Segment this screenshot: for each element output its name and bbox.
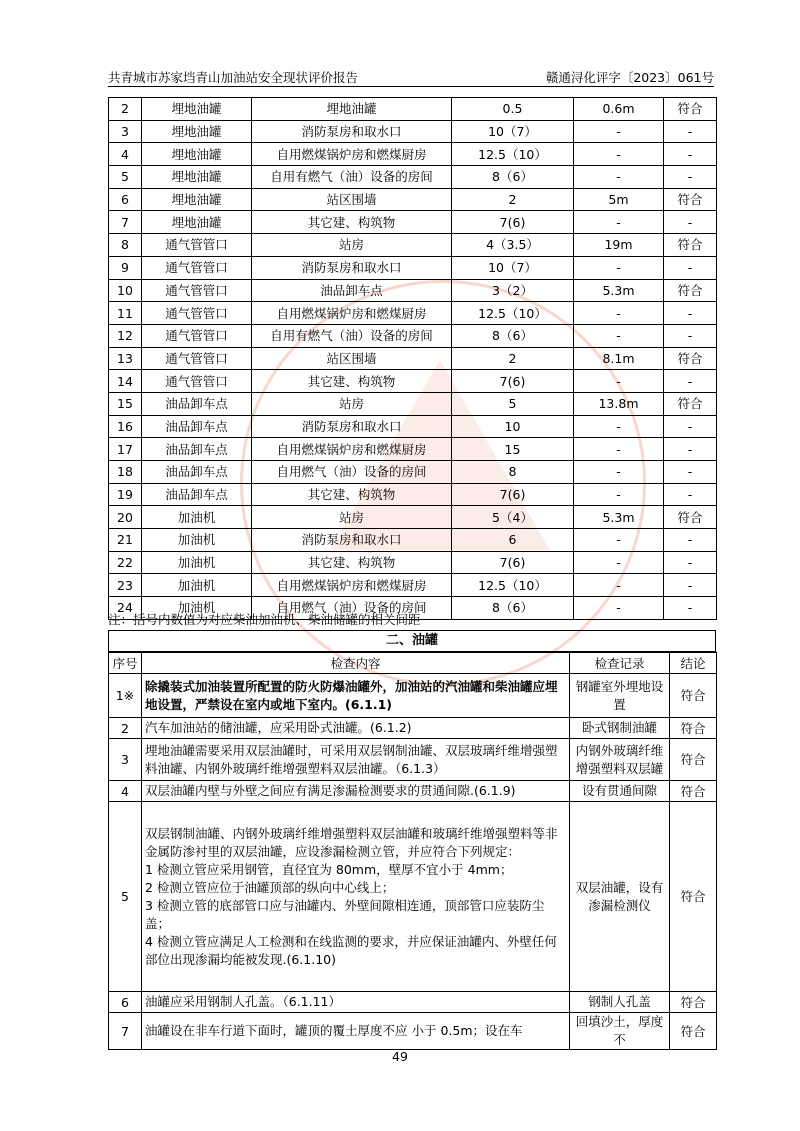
check-content: 双层油罐内壁与外壁之间应有满足渗漏检测要求的贯通间隙.(6.1.9)	[142, 781, 570, 802]
required-distance: 2	[452, 188, 574, 211]
conclusion: -	[664, 483, 717, 506]
required-distance: 12.5（10）	[452, 302, 574, 325]
facility: 通气管管口	[142, 324, 252, 347]
facility: 通气管管口	[142, 347, 252, 370]
target: 其它建、构筑物	[252, 483, 452, 506]
conclusion: -	[664, 597, 717, 620]
facility: 油品卸车点	[142, 438, 252, 461]
row-number: 23	[109, 574, 142, 597]
check-record: 双层油罐，设有渗漏检测仪	[570, 802, 670, 992]
table-row	[109, 279, 717, 302]
target: 自用燃煤锅炉房和燃煤厨房	[252, 574, 452, 597]
actual-distance: 5.3m	[574, 279, 664, 302]
actual-distance: 5.3m	[574, 506, 664, 529]
required-distance: 5	[452, 392, 574, 415]
required-distance: 10（7）	[452, 120, 574, 143]
target: 自用燃煤锅炉房和燃煤厨房	[252, 302, 452, 325]
row-number: 11	[109, 302, 142, 325]
required-distance: 12.5（10）	[452, 143, 574, 166]
row-number: 4	[109, 143, 142, 166]
header-result: 结论	[670, 653, 717, 674]
table-row	[109, 98, 717, 121]
check-content	[142, 802, 570, 992]
required-distance: 6	[452, 529, 574, 552]
row-number: 16	[109, 415, 142, 438]
target: 站房	[252, 234, 452, 257]
target: 站区围墙	[252, 188, 452, 211]
facility: 加油机	[142, 506, 252, 529]
actual-distance: 8.1m	[574, 347, 664, 370]
conclusion: -	[664, 529, 717, 552]
row-number: 12	[109, 324, 142, 347]
table-row	[109, 166, 717, 189]
check-content: 埋地油罐需要采用双层油罐时，可采用双层钢制油罐、双层玻璃纤维增强塑料油罐、内钢外玻璃纤维增强塑料双层油罐。（6.1.3）	[142, 739, 570, 781]
item-number: 2	[109, 718, 142, 739]
item-number: 5	[109, 802, 142, 992]
required-distance: 15	[452, 438, 574, 461]
facility: 埋地油罐	[142, 143, 252, 166]
actual-distance: -	[574, 415, 664, 438]
table-row	[109, 120, 717, 143]
table-row	[109, 302, 717, 325]
facility: 加油机	[142, 597, 252, 620]
row-number: 9	[109, 256, 142, 279]
target: 站房	[252, 392, 452, 415]
header-record: 检查记录	[570, 653, 670, 674]
target: 自用有燃气（油）设备的房间	[252, 166, 452, 189]
conclusion: -	[664, 120, 717, 143]
target: 自用燃煤锅炉房和燃煤厨房	[252, 438, 452, 461]
conclusion: 符合	[664, 347, 717, 370]
facility: 埋地油罐	[142, 166, 252, 189]
required-distance: 7(6)	[452, 483, 574, 506]
facility: 油品卸车点	[142, 461, 252, 484]
conclusion: 符合	[664, 188, 717, 211]
item-number: 4	[109, 781, 142, 802]
actual-distance: 19m	[574, 234, 664, 257]
row-number: 24	[109, 597, 142, 620]
table-row	[109, 802, 717, 992]
required-distance: 3（2）	[452, 279, 574, 302]
table-row	[109, 781, 717, 802]
table-row	[109, 211, 717, 234]
actual-distance: -	[574, 461, 664, 484]
target: 其它建、构筑物	[252, 551, 452, 574]
target: 站房	[252, 506, 452, 529]
target: 消防泵房和取水口	[252, 256, 452, 279]
actual-distance: -	[574, 143, 664, 166]
row-number: 21	[109, 529, 142, 552]
check-content-line: 4 检测立管应满足人工检测和在线监测的要求，并应保证油罐内、外壁任何部位出现渗漏均能被发现.(6.1.10)	[145, 933, 557, 967]
check-content-line: 3 检测立管的底部管口应与油罐内、外壁间隙相连通，顶部管口应装防尘盖；	[145, 897, 545, 931]
section-title: 二、油罐	[108, 630, 716, 652]
page-header	[108, 66, 714, 87]
actual-distance: -	[574, 574, 664, 597]
facility: 埋地油罐	[142, 211, 252, 234]
actual-distance: 5m	[574, 188, 664, 211]
row-number: 15	[109, 392, 142, 415]
check-content: 汽车加油站的储油罐，应采用卧式油罐。(6.1.2)	[142, 718, 570, 739]
check-table	[108, 652, 717, 1050]
check-record: 回填沙土，厚度不	[570, 1013, 670, 1050]
check-record: 钢制人孔盖	[570, 992, 670, 1013]
target: 其它建、构筑物	[252, 211, 452, 234]
facility: 埋地油罐	[142, 98, 252, 121]
actual-distance: -	[574, 370, 664, 393]
actual-distance: 0.6m	[574, 98, 664, 121]
row-number: 8	[109, 234, 142, 257]
target: 埋地油罐	[252, 98, 452, 121]
row-number: 19	[109, 483, 142, 506]
required-distance: 7(6)	[452, 551, 574, 574]
facility: 通气管管口	[142, 256, 252, 279]
check-record: 卧式钢制油罐	[570, 718, 670, 739]
facility: 油品卸车点	[142, 483, 252, 506]
required-distance: 12.5（10）	[452, 574, 574, 597]
facility: 通气管管口	[142, 279, 252, 302]
distance-table	[108, 97, 717, 620]
conclusion: 符合	[664, 234, 717, 257]
check-result: 符合	[670, 802, 717, 992]
row-number: 20	[109, 506, 142, 529]
table-row	[109, 483, 717, 506]
target: 自用燃煤锅炉房和燃煤厨房	[252, 143, 452, 166]
table-row	[109, 234, 717, 257]
table-row	[109, 718, 717, 739]
row-number: 17	[109, 438, 142, 461]
item-number: 7	[109, 1013, 142, 1050]
conclusion: -	[664, 415, 717, 438]
row-number: 3	[109, 120, 142, 143]
target: 自用燃气（油）设备的房间	[252, 597, 452, 620]
row-number: 13	[109, 347, 142, 370]
conclusion: -	[664, 143, 717, 166]
conclusion: 符合	[664, 506, 717, 529]
check-result: 符合	[670, 1013, 717, 1050]
conclusion: -	[664, 438, 717, 461]
check-result: 符合	[670, 992, 717, 1013]
check-content: 油罐应采用钢制人孔盖。（6.1.11）	[142, 992, 570, 1013]
table-row	[109, 415, 717, 438]
required-distance: 5（4）	[452, 506, 574, 529]
table-row	[109, 256, 717, 279]
required-distance: 8（6）	[452, 166, 574, 189]
actual-distance: -	[574, 120, 664, 143]
required-distance: 10	[452, 415, 574, 438]
row-number: 7	[109, 211, 142, 234]
check-record: 内钢外玻璃纤维增强塑料双层罐	[570, 739, 670, 781]
conclusion: -	[664, 370, 717, 393]
row-number: 10	[109, 279, 142, 302]
table-row	[109, 438, 717, 461]
table-row	[109, 674, 717, 718]
check-content-line: 1 检测立管应采用钢管，直径宜为 80mm，壁厚不宜小于 4mm；	[145, 861, 513, 877]
facility: 加油机	[142, 574, 252, 597]
required-distance: 2	[452, 347, 574, 370]
conclusion: -	[664, 324, 717, 347]
table-row	[109, 506, 717, 529]
header-report-title: 共青城市苏家垱青山加油站安全现状评价报告	[108, 70, 359, 85]
conclusion: -	[664, 256, 717, 279]
table-row	[109, 370, 717, 393]
conclusion: -	[664, 551, 717, 574]
required-distance: 8（6）	[452, 324, 574, 347]
table-row	[109, 992, 717, 1013]
check-record: 钢罐室外埋地设置	[570, 674, 670, 718]
row-number: 2	[109, 98, 142, 121]
check-content: 除撬装式加油装置所配置的防火防爆油罐外，加油站的汽油罐和柴油罐应埋地设置，严禁设在室内或地下室内。(6.1.1)	[142, 674, 570, 718]
required-distance: 8	[452, 461, 574, 484]
required-distance: 7(6)	[452, 211, 574, 234]
actual-distance: -	[574, 166, 664, 189]
actual-distance: -	[574, 597, 664, 620]
check-result: 符合	[670, 739, 717, 781]
target: 油品卸车点	[252, 279, 452, 302]
required-distance: 10（7）	[452, 256, 574, 279]
page-number: 49	[392, 1049, 408, 1064]
actual-distance: -	[574, 529, 664, 552]
conclusion: -	[664, 302, 717, 325]
conclusion: -	[664, 211, 717, 234]
row-number: 14	[109, 370, 142, 393]
table-row	[109, 739, 717, 781]
conclusion: -	[664, 461, 717, 484]
facility: 油品卸车点	[142, 415, 252, 438]
check-content: 油罐设在非车行道下面时，罐顶的覆土厚度不应 小于 0.5m；设在车	[142, 1013, 570, 1050]
required-distance: 7(6)	[452, 370, 574, 393]
check-content-line: 2 检测立管应位于油罐顶部的纵向中心线上；	[145, 879, 395, 895]
row-number: 22	[109, 551, 142, 574]
header-no: 序号	[109, 653, 142, 674]
target: 其它建、构筑物	[252, 370, 452, 393]
table-row	[109, 1013, 717, 1050]
required-distance: 8（6）	[452, 597, 574, 620]
table-row	[109, 551, 717, 574]
table-row	[109, 392, 717, 415]
check-result: 符合	[670, 674, 717, 718]
item-number: 3	[109, 739, 142, 781]
target: 自用有燃气（油）设备的房间	[252, 324, 452, 347]
actual-distance: -	[574, 438, 664, 461]
conclusion: 符合	[664, 392, 717, 415]
table-note: 注：括号内数值为对应柴油加油机、柴油储罐的相关间距	[108, 612, 421, 627]
required-distance: 4（3.5）	[452, 234, 574, 257]
actual-distance: -	[574, 551, 664, 574]
facility: 加油机	[142, 551, 252, 574]
target: 站区围墙	[252, 347, 452, 370]
check-result: 符合	[670, 718, 717, 739]
check-result: 符合	[670, 781, 717, 802]
actual-distance: -	[574, 256, 664, 279]
actual-distance: -	[574, 211, 664, 234]
facility: 埋地油罐	[142, 120, 252, 143]
conclusion: 符合	[664, 98, 717, 121]
table-row	[109, 574, 717, 597]
header-report-number: 赣通浔化评字〔2023〕061号	[545, 70, 714, 85]
actual-distance: -	[574, 302, 664, 325]
facility: 加油机	[142, 529, 252, 552]
conclusion: -	[664, 574, 717, 597]
target: 自用燃气（油）设备的房间	[252, 461, 452, 484]
facility: 通气管管口	[142, 370, 252, 393]
table-row	[109, 347, 717, 370]
item-number: 6	[109, 992, 142, 1013]
target: 消防泵房和取水口	[252, 529, 452, 552]
check-content-line: 双层钢制油罐、内钢外玻璃纤维增强塑料双层油罐和玻璃纤维增强塑料等非金属防渗衬里的双层油罐，应设渗漏检测立管，并应符合下列规定：	[145, 825, 558, 859]
facility: 埋地油罐	[142, 188, 252, 211]
target: 消防泵房和取水口	[252, 415, 452, 438]
table-row	[109, 324, 717, 347]
row-number: 18	[109, 461, 142, 484]
conclusion: 符合	[664, 279, 717, 302]
conclusion: -	[664, 166, 717, 189]
table-row	[109, 461, 717, 484]
table-row	[109, 529, 717, 552]
required-distance: 0.5	[452, 98, 574, 121]
facility: 油品卸车点	[142, 392, 252, 415]
header-content: 检查内容	[142, 653, 570, 674]
table-row	[109, 188, 717, 211]
target: 消防泵房和取水口	[252, 120, 452, 143]
actual-distance: 13.8m	[574, 392, 664, 415]
table-row	[109, 143, 717, 166]
row-number: 6	[109, 188, 142, 211]
facility: 通气管管口	[142, 302, 252, 325]
actual-distance: -	[574, 324, 664, 347]
actual-distance: -	[574, 483, 664, 506]
item-number: 1※	[109, 674, 142, 718]
check-record: 设有贯通间隙	[570, 781, 670, 802]
facility: 通气管管口	[142, 234, 252, 257]
row-number: 5	[109, 166, 142, 189]
